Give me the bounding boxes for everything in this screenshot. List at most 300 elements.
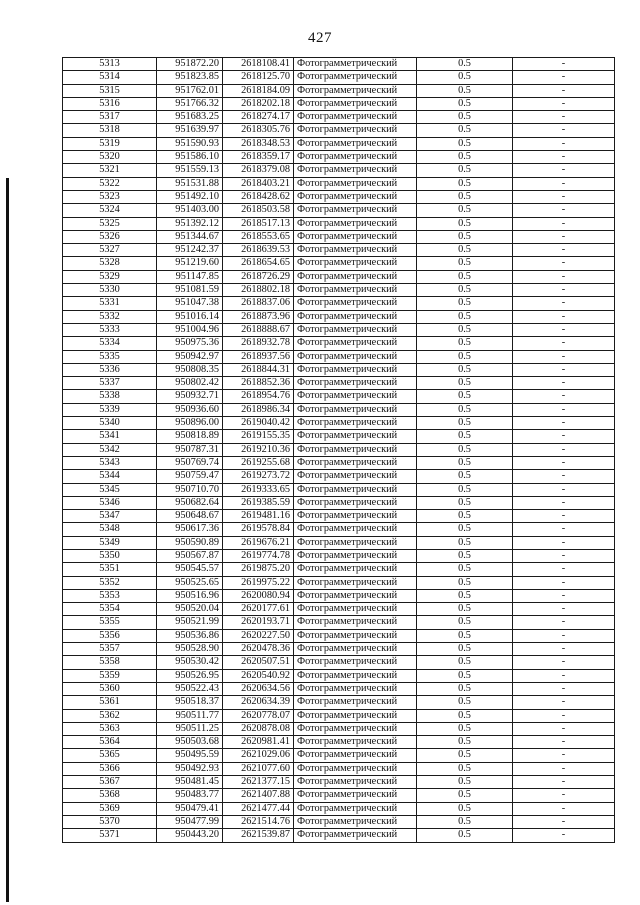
method-cell: Фотограмметрический xyxy=(294,789,417,802)
method-cell: Фотограмметрический xyxy=(294,270,417,283)
accuracy-cell: 0.5 xyxy=(417,629,513,642)
y-coordinate-cell: 2620177.61 xyxy=(223,603,294,616)
x-coordinate-cell: 950769.74 xyxy=(157,456,223,469)
y-coordinate-cell: 2620634.39 xyxy=(223,696,294,709)
method-cell: Фотограмметрический xyxy=(294,589,417,602)
table-row xyxy=(63,430,615,443)
point-number-cell: 5334 xyxy=(63,337,157,350)
note-cell: - xyxy=(513,151,615,164)
method-cell: Фотограмметрический xyxy=(294,762,417,775)
method-cell: Фотограмметрический xyxy=(294,496,417,509)
table-row xyxy=(63,549,615,562)
method-cell: Фотограмметрический xyxy=(294,669,417,682)
point-number-cell: 5364 xyxy=(63,736,157,749)
accuracy-cell: 0.5 xyxy=(417,722,513,735)
point-number-cell: 5340 xyxy=(63,417,157,430)
x-coordinate-cell: 951081.59 xyxy=(157,284,223,297)
x-coordinate-cell: 950518.37 xyxy=(157,696,223,709)
y-coordinate-cell: 2619875.20 xyxy=(223,563,294,576)
note-cell: - xyxy=(513,815,615,828)
x-coordinate-cell: 950521.99 xyxy=(157,616,223,629)
method-cell: Фотограмметрический xyxy=(294,284,417,297)
accuracy-cell: 0.5 xyxy=(417,789,513,802)
note-cell: - xyxy=(513,629,615,642)
y-coordinate-cell: 2618517.13 xyxy=(223,217,294,230)
y-coordinate-cell: 2619385.59 xyxy=(223,496,294,509)
table-row xyxy=(63,682,615,695)
note-cell: - xyxy=(513,470,615,483)
point-number-cell: 5333 xyxy=(63,323,157,336)
note-cell: - xyxy=(513,456,615,469)
method-cell: Фотограмметрический xyxy=(294,736,417,749)
y-coordinate-cell: 2618553.65 xyxy=(223,230,294,243)
note-cell: - xyxy=(513,323,615,336)
y-coordinate-cell: 2618639.53 xyxy=(223,244,294,257)
point-number-cell: 5321 xyxy=(63,164,157,177)
table-row xyxy=(63,71,615,84)
table-row xyxy=(63,749,615,762)
method-cell: Фотограмметрический xyxy=(294,629,417,642)
x-coordinate-cell: 951639.97 xyxy=(157,124,223,137)
point-number-cell: 5329 xyxy=(63,270,157,283)
method-cell: Фотограмметрический xyxy=(294,682,417,695)
x-coordinate-cell: 951344.67 xyxy=(157,230,223,243)
x-coordinate-cell: 950942.97 xyxy=(157,350,223,363)
accuracy-cell: 0.5 xyxy=(417,97,513,110)
y-coordinate-cell: 2618274.17 xyxy=(223,111,294,124)
note-cell: - xyxy=(513,643,615,656)
table-row xyxy=(63,310,615,323)
y-coordinate-cell: 2620507.51 xyxy=(223,656,294,669)
note-cell: - xyxy=(513,762,615,775)
table-row xyxy=(63,97,615,110)
x-coordinate-cell: 950520.04 xyxy=(157,603,223,616)
table-row xyxy=(63,802,615,815)
y-coordinate-cell: 2620878.08 xyxy=(223,722,294,735)
method-cell: Фотограмметрический xyxy=(294,350,417,363)
x-coordinate-cell: 951823.85 xyxy=(157,71,223,84)
point-number-cell: 5369 xyxy=(63,802,157,815)
point-number-cell: 5360 xyxy=(63,682,157,695)
x-coordinate-cell: 950511.77 xyxy=(157,709,223,722)
x-coordinate-cell: 950759.47 xyxy=(157,470,223,483)
table-row xyxy=(63,736,615,749)
y-coordinate-cell: 2618986.34 xyxy=(223,403,294,416)
coordinates-table xyxy=(62,57,615,843)
note-cell: - xyxy=(513,736,615,749)
accuracy-cell: 0.5 xyxy=(417,244,513,257)
point-number-cell: 5339 xyxy=(63,403,157,416)
method-cell: Фотограмметрический xyxy=(294,403,417,416)
accuracy-cell: 0.5 xyxy=(417,549,513,562)
accuracy-cell: 0.5 xyxy=(417,829,513,842)
y-coordinate-cell: 2619273.72 xyxy=(223,470,294,483)
x-coordinate-cell: 950481.45 xyxy=(157,776,223,789)
note-cell: - xyxy=(513,71,615,84)
point-number-cell: 5313 xyxy=(63,58,157,71)
point-number-cell: 5326 xyxy=(63,230,157,243)
accuracy-cell: 0.5 xyxy=(417,230,513,243)
table-row xyxy=(63,629,615,642)
x-coordinate-cell: 950787.31 xyxy=(157,443,223,456)
x-coordinate-cell: 950525.65 xyxy=(157,576,223,589)
method-cell: Фотограмметрический xyxy=(294,390,417,403)
point-number-cell: 5352 xyxy=(63,576,157,589)
table-row xyxy=(63,190,615,203)
method-cell: Фотограмметрический xyxy=(294,696,417,709)
y-coordinate-cell: 2621477.44 xyxy=(223,802,294,815)
method-cell: Фотограмметрический xyxy=(294,456,417,469)
note-cell: - xyxy=(513,549,615,562)
table-row xyxy=(63,403,615,416)
method-cell: Фотограмметрический xyxy=(294,802,417,815)
x-coordinate-cell: 950590.89 xyxy=(157,536,223,549)
method-cell: Фотограмметрический xyxy=(294,829,417,842)
table-row xyxy=(63,230,615,243)
note-cell: - xyxy=(513,97,615,110)
point-number-cell: 5358 xyxy=(63,656,157,669)
x-coordinate-cell: 951392.12 xyxy=(157,217,223,230)
point-number-cell: 5351 xyxy=(63,563,157,576)
accuracy-cell: 0.5 xyxy=(417,496,513,509)
x-coordinate-cell: 951559.13 xyxy=(157,164,223,177)
accuracy-cell: 0.5 xyxy=(417,656,513,669)
point-number-cell: 5353 xyxy=(63,589,157,602)
x-coordinate-cell: 950567.87 xyxy=(157,549,223,562)
y-coordinate-cell: 2620634.56 xyxy=(223,682,294,695)
note-cell: - xyxy=(513,284,615,297)
method-cell: Фотограмметрический xyxy=(294,363,417,376)
point-number-cell: 5331 xyxy=(63,297,157,310)
table-row xyxy=(63,829,615,842)
note-cell: - xyxy=(513,829,615,842)
y-coordinate-cell: 2621514.76 xyxy=(223,815,294,828)
method-cell: Фотограмметрический xyxy=(294,443,417,456)
note-cell: - xyxy=(513,682,615,695)
note-cell: - xyxy=(513,709,615,722)
x-coordinate-cell: 950710.70 xyxy=(157,483,223,496)
y-coordinate-cell: 2621407.88 xyxy=(223,789,294,802)
table-row xyxy=(63,177,615,190)
accuracy-cell: 0.5 xyxy=(417,802,513,815)
x-coordinate-cell: 950936.60 xyxy=(157,403,223,416)
note-cell: - xyxy=(513,337,615,350)
method-cell: Фотограмметрический xyxy=(294,709,417,722)
accuracy-cell: 0.5 xyxy=(417,284,513,297)
y-coordinate-cell: 2618932.78 xyxy=(223,337,294,350)
y-coordinate-cell: 2619481.16 xyxy=(223,510,294,523)
accuracy-cell: 0.5 xyxy=(417,443,513,456)
method-cell: Фотограмметрический xyxy=(294,417,417,430)
table-row xyxy=(63,284,615,297)
point-number-cell: 5319 xyxy=(63,137,157,150)
y-coordinate-cell: 2618184.09 xyxy=(223,84,294,97)
accuracy-cell: 0.5 xyxy=(417,323,513,336)
y-coordinate-cell: 2621029.06 xyxy=(223,749,294,762)
x-coordinate-cell: 950896.00 xyxy=(157,417,223,430)
method-cell: Фотограмметрический xyxy=(294,536,417,549)
x-coordinate-cell: 951531.88 xyxy=(157,177,223,190)
point-number-cell: 5341 xyxy=(63,430,157,443)
y-coordinate-cell: 2619210.36 xyxy=(223,443,294,456)
table-row xyxy=(63,443,615,456)
note-cell: - xyxy=(513,576,615,589)
table-row xyxy=(63,483,615,496)
method-cell: Фотограмметрический xyxy=(294,323,417,336)
method-cell: Фотограмметрический xyxy=(294,616,417,629)
y-coordinate-cell: 2619975.22 xyxy=(223,576,294,589)
accuracy-cell: 0.5 xyxy=(417,58,513,71)
point-number-cell: 5355 xyxy=(63,616,157,629)
table-row xyxy=(63,204,615,217)
point-number-cell: 5324 xyxy=(63,204,157,217)
y-coordinate-cell: 2618125.70 xyxy=(223,71,294,84)
point-number-cell: 5366 xyxy=(63,762,157,775)
point-number-cell: 5332 xyxy=(63,310,157,323)
note-cell: - xyxy=(513,523,615,536)
method-cell: Фотограмметрический xyxy=(294,656,417,669)
x-coordinate-cell: 950818.89 xyxy=(157,430,223,443)
table-row xyxy=(63,417,615,430)
x-coordinate-cell: 950536.86 xyxy=(157,629,223,642)
x-coordinate-cell: 950975.36 xyxy=(157,337,223,350)
y-coordinate-cell: 2619040.42 xyxy=(223,417,294,430)
table-row xyxy=(63,643,615,656)
accuracy-cell: 0.5 xyxy=(417,603,513,616)
point-number-cell: 5367 xyxy=(63,776,157,789)
note-cell: - xyxy=(513,669,615,682)
point-number-cell: 5371 xyxy=(63,829,157,842)
table-row xyxy=(63,297,615,310)
method-cell: Фотограмметрический xyxy=(294,244,417,257)
note-cell: - xyxy=(513,802,615,815)
point-number-cell: 5346 xyxy=(63,496,157,509)
method-cell: Фотограмметрический xyxy=(294,603,417,616)
table-row xyxy=(63,776,615,789)
table-row xyxy=(63,510,615,523)
accuracy-cell: 0.5 xyxy=(417,177,513,190)
y-coordinate-cell: 2621377.15 xyxy=(223,776,294,789)
point-number-cell: 5344 xyxy=(63,470,157,483)
table-row xyxy=(63,696,615,709)
table-row xyxy=(63,616,615,629)
accuracy-cell: 0.5 xyxy=(417,217,513,230)
point-number-cell: 5323 xyxy=(63,190,157,203)
x-coordinate-cell: 950528.90 xyxy=(157,643,223,656)
note-cell: - xyxy=(513,84,615,97)
x-coordinate-cell: 950503.68 xyxy=(157,736,223,749)
note-cell: - xyxy=(513,297,615,310)
method-cell: Фотограмметрический xyxy=(294,549,417,562)
note-cell: - xyxy=(513,616,615,629)
note-cell: - xyxy=(513,137,615,150)
y-coordinate-cell: 2618937.56 xyxy=(223,350,294,363)
x-coordinate-cell: 950648.67 xyxy=(157,510,223,523)
table-row xyxy=(63,323,615,336)
point-number-cell: 5361 xyxy=(63,696,157,709)
method-cell: Фотограмметрический xyxy=(294,84,417,97)
accuracy-cell: 0.5 xyxy=(417,696,513,709)
x-coordinate-cell: 951242.37 xyxy=(157,244,223,257)
accuracy-cell: 0.5 xyxy=(417,111,513,124)
y-coordinate-cell: 2618873.96 xyxy=(223,310,294,323)
table-row xyxy=(63,656,615,669)
accuracy-cell: 0.5 xyxy=(417,390,513,403)
y-coordinate-cell: 2618888.67 xyxy=(223,323,294,336)
note-cell: - xyxy=(513,417,615,430)
table-row xyxy=(63,257,615,270)
y-coordinate-cell: 2618954.76 xyxy=(223,390,294,403)
note-cell: - xyxy=(513,789,615,802)
accuracy-cell: 0.5 xyxy=(417,270,513,283)
accuracy-cell: 0.5 xyxy=(417,576,513,589)
accuracy-cell: 0.5 xyxy=(417,137,513,150)
accuracy-cell: 0.5 xyxy=(417,204,513,217)
x-coordinate-cell: 950808.35 xyxy=(157,363,223,376)
table-body xyxy=(63,58,615,843)
x-coordinate-cell: 950522.43 xyxy=(157,682,223,695)
x-coordinate-cell: 950530.42 xyxy=(157,656,223,669)
note-cell: - xyxy=(513,111,615,124)
x-coordinate-cell: 951004.96 xyxy=(157,323,223,336)
page-number: 427 xyxy=(308,30,332,46)
method-cell: Фотограмметрический xyxy=(294,815,417,828)
point-number-cell: 5318 xyxy=(63,124,157,137)
method-cell: Фотограмметрический xyxy=(294,510,417,523)
method-cell: Фотограмметрический xyxy=(294,190,417,203)
point-number-cell: 5370 xyxy=(63,815,157,828)
y-coordinate-cell: 2618844.31 xyxy=(223,363,294,376)
x-coordinate-cell: 951147.85 xyxy=(157,270,223,283)
table-row xyxy=(63,124,615,137)
accuracy-cell: 0.5 xyxy=(417,71,513,84)
x-coordinate-cell: 950545.57 xyxy=(157,563,223,576)
accuracy-cell: 0.5 xyxy=(417,523,513,536)
point-number-cell: 5363 xyxy=(63,722,157,735)
point-number-cell: 5350 xyxy=(63,549,157,562)
accuracy-cell: 0.5 xyxy=(417,616,513,629)
y-coordinate-cell: 2620478.36 xyxy=(223,643,294,656)
x-coordinate-cell: 951762.01 xyxy=(157,84,223,97)
y-coordinate-cell: 2618108.41 xyxy=(223,58,294,71)
method-cell: Фотограмметрический xyxy=(294,217,417,230)
point-number-cell: 5359 xyxy=(63,669,157,682)
accuracy-cell: 0.5 xyxy=(417,297,513,310)
x-coordinate-cell: 951016.14 xyxy=(157,310,223,323)
y-coordinate-cell: 2618852.36 xyxy=(223,377,294,390)
method-cell: Фотограмметрический xyxy=(294,124,417,137)
point-number-cell: 5345 xyxy=(63,483,157,496)
table-row xyxy=(63,58,615,71)
y-coordinate-cell: 2618802.18 xyxy=(223,284,294,297)
note-cell: - xyxy=(513,58,615,71)
table-row xyxy=(63,217,615,230)
y-coordinate-cell: 2618348.53 xyxy=(223,137,294,150)
table-row xyxy=(63,151,615,164)
x-coordinate-cell: 950492.93 xyxy=(157,762,223,775)
y-coordinate-cell: 2619333.65 xyxy=(223,483,294,496)
note-cell: - xyxy=(513,510,615,523)
note-cell: - xyxy=(513,749,615,762)
method-cell: Фотограмметрический xyxy=(294,377,417,390)
table-row xyxy=(63,137,615,150)
method-cell: Фотограмметрический xyxy=(294,576,417,589)
method-cell: Фотограмметрический xyxy=(294,430,417,443)
note-cell: - xyxy=(513,204,615,217)
point-number-cell: 5348 xyxy=(63,523,157,536)
x-coordinate-cell: 951586.10 xyxy=(157,151,223,164)
method-cell: Фотограмметрический xyxy=(294,230,417,243)
accuracy-cell: 0.5 xyxy=(417,536,513,549)
table-row xyxy=(63,337,615,350)
table-row xyxy=(63,789,615,802)
point-number-cell: 5362 xyxy=(63,709,157,722)
note-cell: - xyxy=(513,483,615,496)
accuracy-cell: 0.5 xyxy=(417,363,513,376)
point-number-cell: 5347 xyxy=(63,510,157,523)
y-coordinate-cell: 2619578.84 xyxy=(223,523,294,536)
y-coordinate-cell: 2618654.65 xyxy=(223,257,294,270)
note-cell: - xyxy=(513,563,615,576)
accuracy-cell: 0.5 xyxy=(417,510,513,523)
note-cell: - xyxy=(513,310,615,323)
y-coordinate-cell: 2619676.21 xyxy=(223,536,294,549)
accuracy-cell: 0.5 xyxy=(417,589,513,602)
x-coordinate-cell: 950932.71 xyxy=(157,390,223,403)
table-row xyxy=(63,815,615,828)
x-coordinate-cell: 951766.32 xyxy=(157,97,223,110)
table-row xyxy=(63,536,615,549)
accuracy-cell: 0.5 xyxy=(417,310,513,323)
method-cell: Фотограмметрический xyxy=(294,337,417,350)
table-row xyxy=(63,669,615,682)
table-row xyxy=(63,244,615,257)
point-number-cell: 5325 xyxy=(63,217,157,230)
x-coordinate-cell: 950516.96 xyxy=(157,589,223,602)
point-number-cell: 5335 xyxy=(63,350,157,363)
accuracy-cell: 0.5 xyxy=(417,776,513,789)
method-cell: Фотограмметрический xyxy=(294,111,417,124)
y-coordinate-cell: 2618379.08 xyxy=(223,164,294,177)
accuracy-cell: 0.5 xyxy=(417,762,513,775)
y-coordinate-cell: 2618202.18 xyxy=(223,97,294,110)
table-row xyxy=(63,722,615,735)
x-coordinate-cell: 950526.95 xyxy=(157,669,223,682)
note-cell: - xyxy=(513,217,615,230)
accuracy-cell: 0.5 xyxy=(417,417,513,430)
x-coordinate-cell: 951492.10 xyxy=(157,190,223,203)
note-cell: - xyxy=(513,230,615,243)
x-coordinate-cell: 950477.99 xyxy=(157,815,223,828)
accuracy-cell: 0.5 xyxy=(417,682,513,695)
x-coordinate-cell: 950479.41 xyxy=(157,802,223,815)
method-cell: Фотограмметрический xyxy=(294,137,417,150)
table-row xyxy=(63,84,615,97)
note-cell: - xyxy=(513,589,615,602)
note-cell: - xyxy=(513,363,615,376)
table-row xyxy=(63,470,615,483)
note-cell: - xyxy=(513,350,615,363)
note-cell: - xyxy=(513,377,615,390)
note-cell: - xyxy=(513,390,615,403)
accuracy-cell: 0.5 xyxy=(417,483,513,496)
point-number-cell: 5322 xyxy=(63,177,157,190)
method-cell: Фотограмметрический xyxy=(294,483,417,496)
note-cell: - xyxy=(513,270,615,283)
method-cell: Фотограмметрический xyxy=(294,58,417,71)
table-row xyxy=(63,496,615,509)
note-cell: - xyxy=(513,443,615,456)
